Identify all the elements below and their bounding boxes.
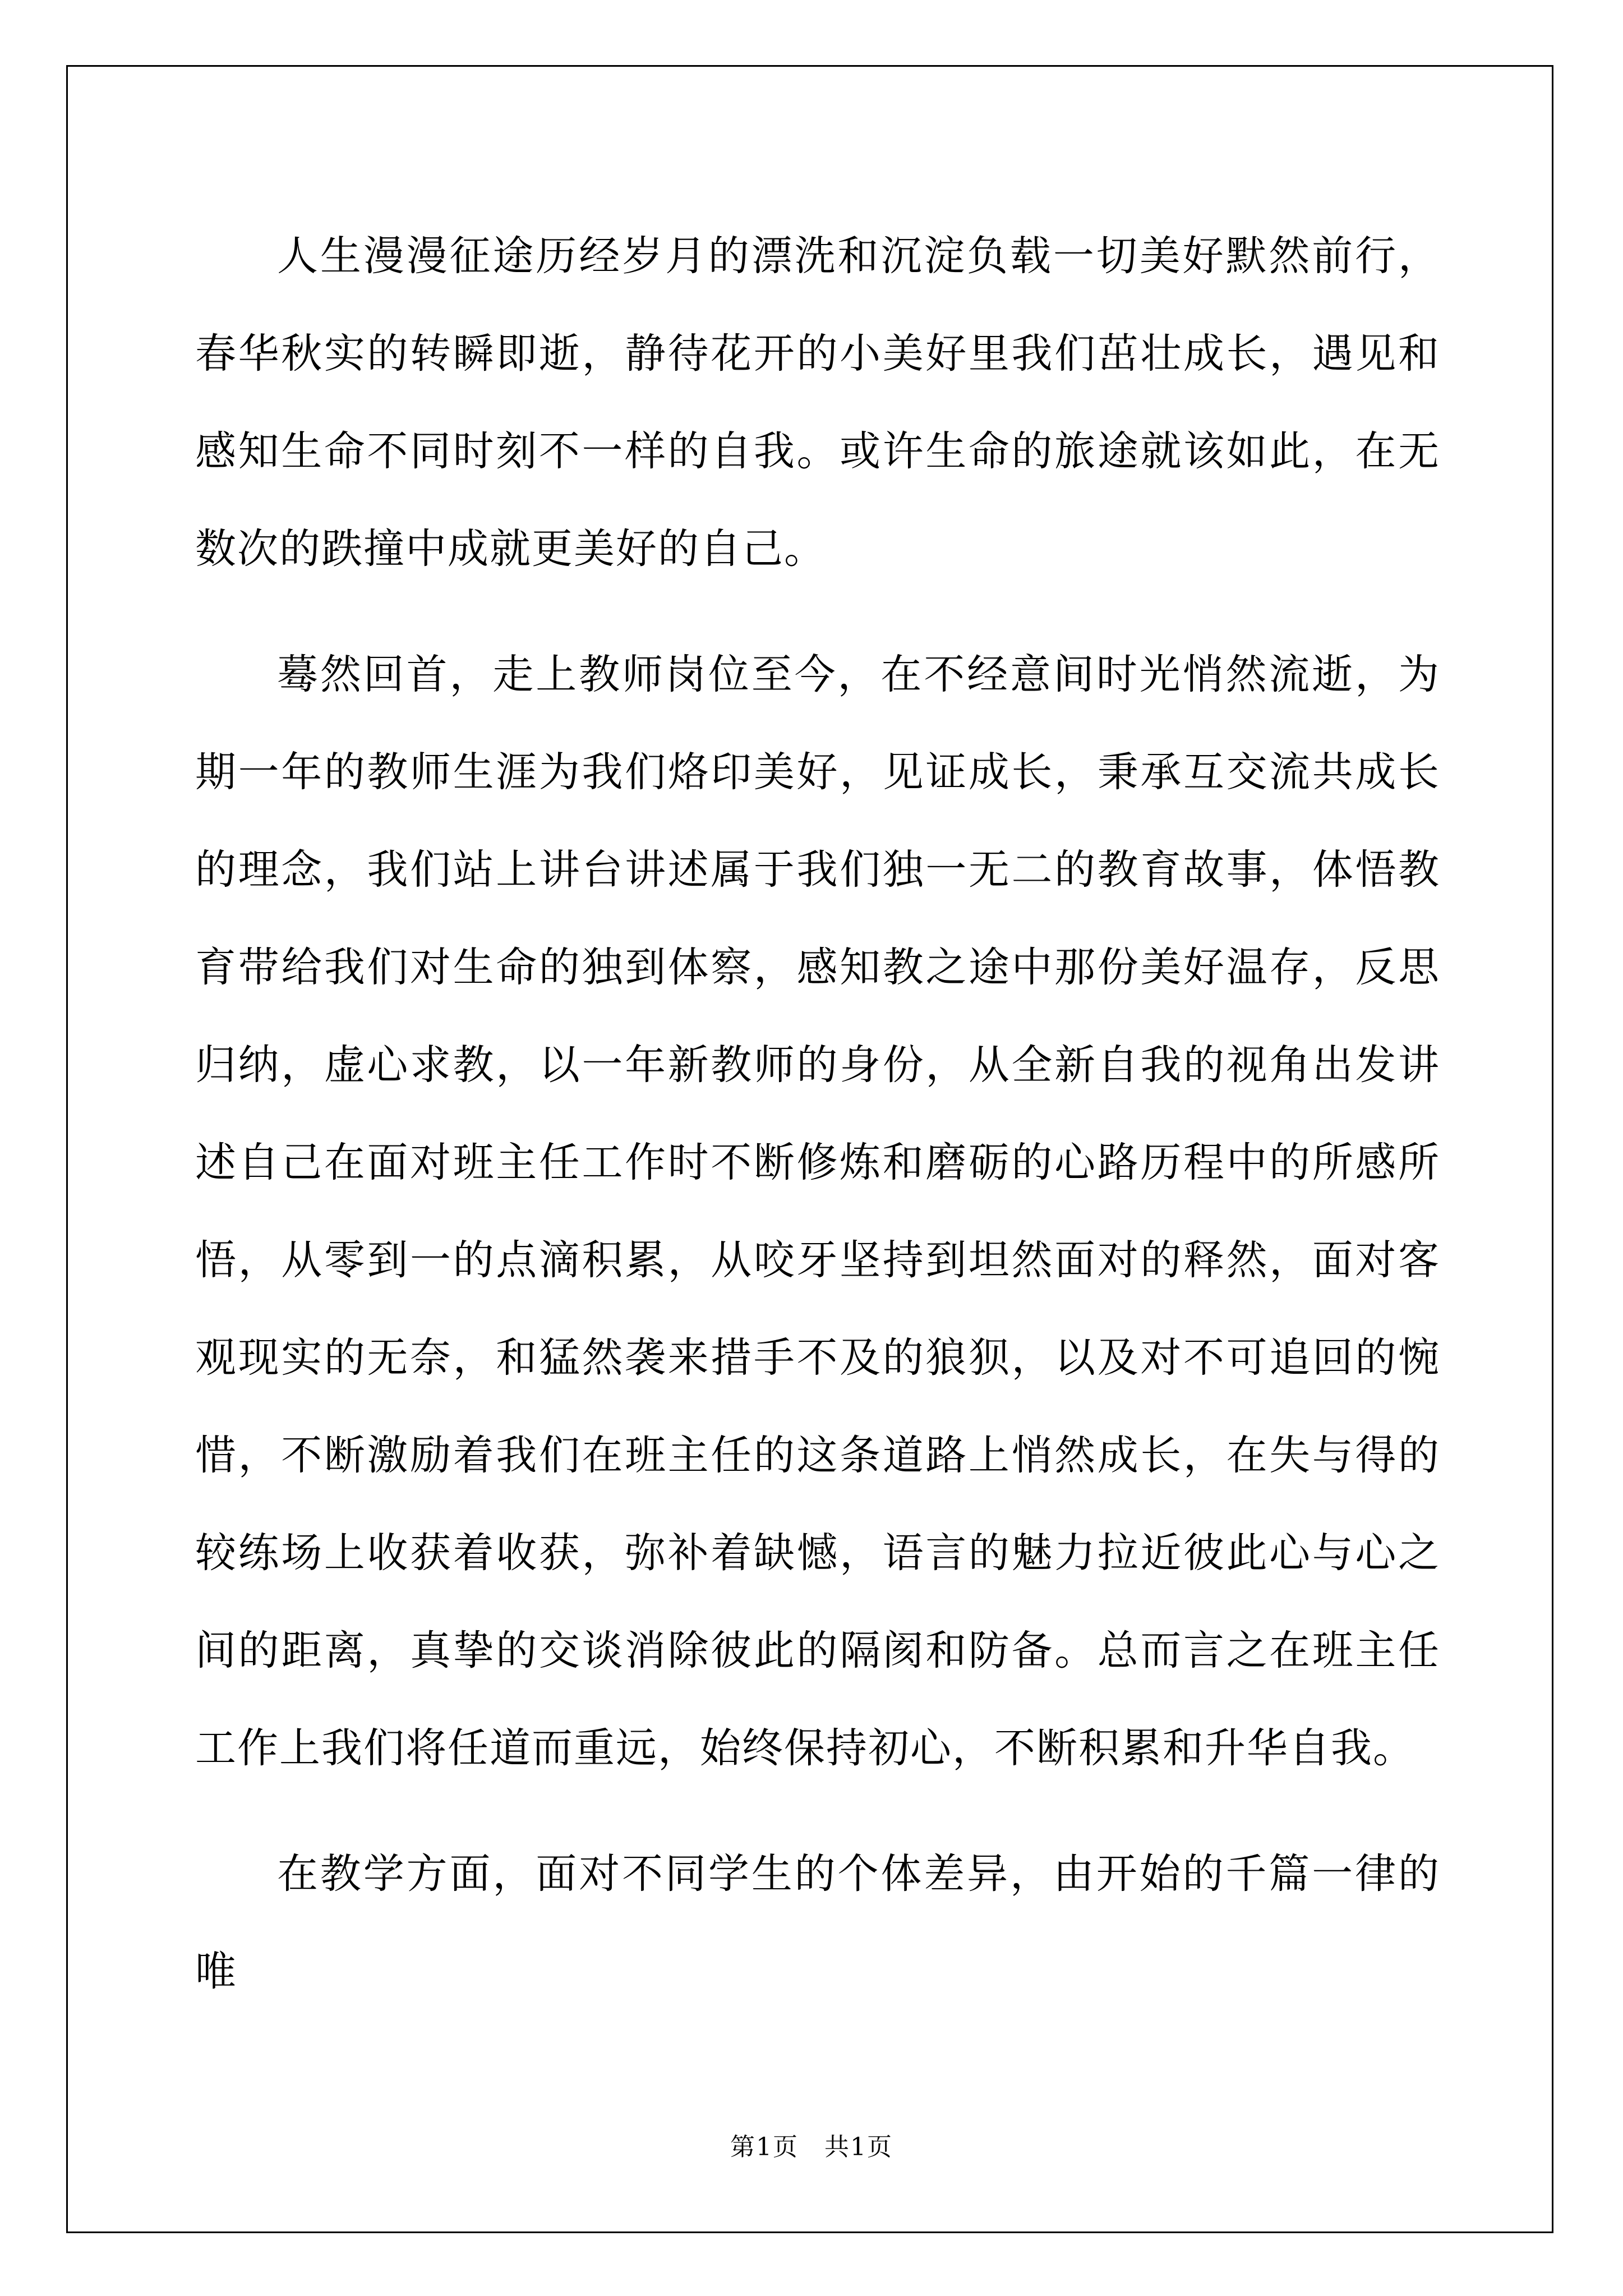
paragraph-1: 人生漫漫征途历经岁月的漂洗和沉淀负载一切美好默然前行，春华秋实的转瞬即逝，静待花开的小美好里我们茁壮成长，遇见和感知生命不同时刻不一样的自我。或许生命的旅途就该如此，在无数次的跌撞中成就更美好的自己。	[195, 232, 1440, 573]
page-number-footer: 第1页 共1页	[730, 2133, 893, 2161]
document-body	[195, 208, 1440, 2021]
paragraph-2: 蓦然回首，走上教师岗位至今，在不经意间时光悄然流逝，为期一年的教师生涯为我们烙印美好，见证成长，秉承互交流共成长的理念，我们站上讲台讲述属于我们独一无二的教育故事，体悟教育带给我们对生命的独到体察，感知教之途中那份美好温存，反思归纳，虚心求教，以一年新教师的身份，从全新自我的视角出发讲述自己在面对班主任工作时不断修炼和磨砺的心路历程中的所感所悟，从零到一的点滴积累，从咬牙坚持到坦然面对的释然，面对客观现实的无奈，和猛然袭来措手不及的狼狈，以及对不可追回的惋惜，不断激励着我们在班主任的这条道路上悄然成长，在失与得的较练场上收获着收获，弥补着缺憾，语言的魅力拉近彼此心与心之间的距离，真挚的交谈消除彼此的隔阂和防备。总而言之在班主任工作上我们将任道而重远，始终保持初心，不断积累和升华自我。	[195, 651, 1440, 1772]
paragraph-3: 在教学方面，面对不同学生的个体差异，由开始的千篇一律的唯	[195, 1850, 1440, 1995]
